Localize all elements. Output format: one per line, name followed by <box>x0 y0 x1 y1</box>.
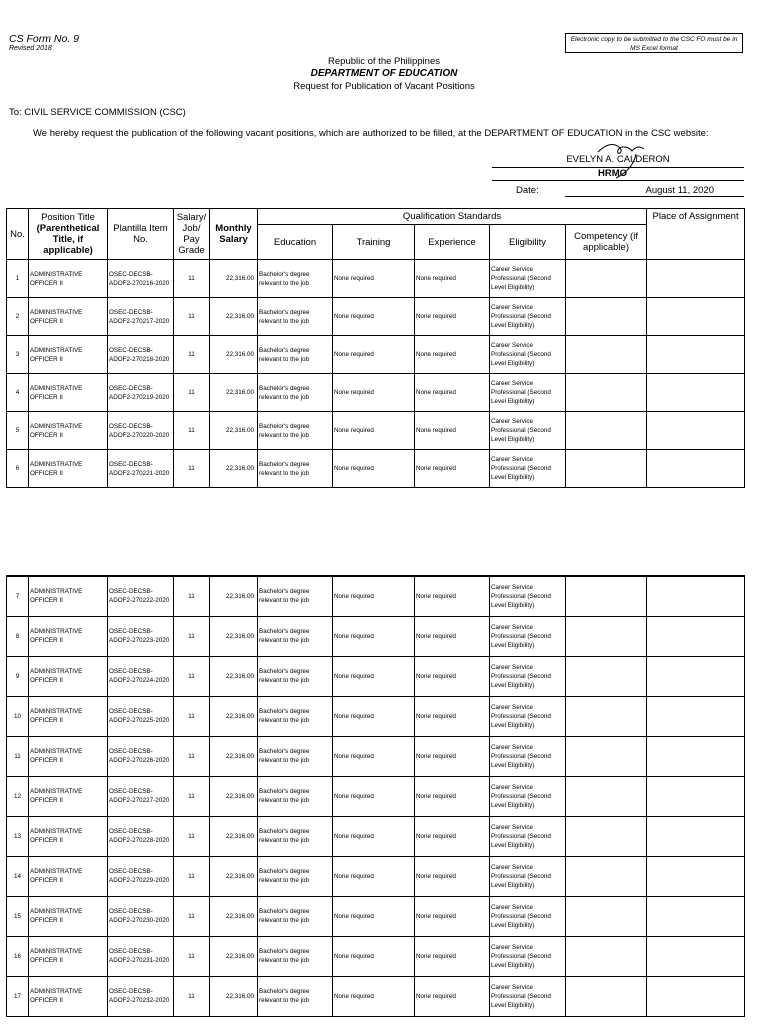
row-education: Bachelor's degree relevant to the job <box>258 576 333 616</box>
row-number: 5 <box>7 412 29 450</box>
row-number: 7 <box>7 576 29 616</box>
table-row <box>7 656 745 696</box>
row-competency <box>566 298 647 336</box>
row-experience: None required <box>415 656 490 696</box>
row-eligibility: Career Service Professional (Second Level Eligibility) <box>490 374 566 412</box>
row-experience: None required <box>415 576 490 616</box>
row-competency <box>566 696 647 736</box>
row-competency <box>566 776 647 816</box>
row-position-title: ADMINISTRATIVE OFFICER II <box>29 936 108 976</box>
row-place-of-assignment <box>647 412 745 450</box>
row-monthly-salary: 22,316.00 <box>210 736 258 776</box>
row-eligibility: Career Service Professional (Second Level Eligibility) <box>490 260 566 298</box>
row-position-title: ADMINISTRATIVE OFFICER II <box>29 450 108 488</box>
row-experience: None required <box>415 736 490 776</box>
header-education: Education <box>258 225 333 260</box>
row-place-of-assignment <box>647 576 745 616</box>
row-number: 2 <box>7 298 29 336</box>
row-eligibility: Career Service Professional (Second Level Eligibility) <box>490 976 566 1016</box>
header-no: No. <box>7 209 29 260</box>
row-plantilla-item: OSEC-DECSB-ADOF2-270228-2020 <box>108 816 174 856</box>
row-eligibility: Career Service Professional (Second Level Eligibility) <box>490 616 566 656</box>
signatory-title: HRMO <box>598 168 628 179</box>
table-row <box>7 696 745 736</box>
row-education: Bachelor's degree relevant to the job <box>258 816 333 856</box>
row-monthly-salary: 22,316.00 <box>210 260 258 298</box>
table-row <box>7 412 745 450</box>
form-number: CS Form No. 9 <box>9 33 80 45</box>
row-place-of-assignment <box>647 856 745 896</box>
row-experience: None required <box>415 298 490 336</box>
row-monthly-salary: 22,316.00 <box>210 696 258 736</box>
table-row <box>7 576 745 616</box>
row-monthly-salary: 22,316.00 <box>210 450 258 488</box>
row-experience: None required <box>415 776 490 816</box>
header-monthly-salary: Monthly Salary <box>210 209 258 260</box>
row-competency <box>566 576 647 616</box>
row-plantilla-item: OSEC-DECSB-ADOF2-270229-2020 <box>108 856 174 896</box>
row-place-of-assignment <box>647 696 745 736</box>
row-position-title: ADMINISTRATIVE OFFICER II <box>29 976 108 1016</box>
row-salary-grade: 11 <box>174 856 210 896</box>
row-salary-grade: 11 <box>174 374 210 412</box>
row-education: Bachelor's degree relevant to the job <box>258 976 333 1016</box>
row-place-of-assignment <box>647 450 745 488</box>
row-competency <box>566 412 647 450</box>
row-number: 1 <box>7 260 29 298</box>
table-row <box>7 336 745 374</box>
row-training: None required <box>333 298 415 336</box>
row-position-title: ADMINISTRATIVE OFFICER II <box>29 816 108 856</box>
row-competency <box>566 856 647 896</box>
row-eligibility: Career Service Professional (Second Level Eligibility) <box>490 856 566 896</box>
row-salary-grade: 11 <box>174 260 210 298</box>
row-eligibility: Career Service Professional (Second Level Eligibility) <box>490 336 566 374</box>
row-experience: None required <box>415 336 490 374</box>
row-training: None required <box>333 336 415 374</box>
header-plantilla: Plantilla Item No. <box>108 209 174 260</box>
row-eligibility: Career Service Professional (Second Level Eligibility) <box>490 298 566 336</box>
row-position-title: ADMINISTRATIVE OFFICER II <box>29 896 108 936</box>
row-salary-grade: 11 <box>174 576 210 616</box>
row-position-title: ADMINISTRATIVE OFFICER II <box>29 696 108 736</box>
row-education: Bachelor's degree relevant to the job <box>258 616 333 656</box>
row-education: Bachelor's degree relevant to the job <box>258 736 333 776</box>
table-row <box>7 856 745 896</box>
row-salary-grade: 11 <box>174 656 210 696</box>
row-place-of-assignment <box>647 976 745 1016</box>
row-training: None required <box>333 936 415 976</box>
row-education: Bachelor's degree relevant to the job <box>258 936 333 976</box>
header-competency: Competency (if applicable) <box>566 225 647 260</box>
row-monthly-salary: 22,316.00 <box>210 336 258 374</box>
form-revision: Revised 2018 <box>9 45 52 52</box>
row-plantilla-item: OSEC-DECSB-ADOF2-270224-2020 <box>108 656 174 696</box>
row-education: Bachelor's degree relevant to the job <box>258 260 333 298</box>
row-competency <box>566 896 647 936</box>
date-value: August 11, 2020 <box>565 185 744 197</box>
row-salary-grade: 11 <box>174 412 210 450</box>
row-number: 11 <box>7 736 29 776</box>
row-eligibility: Career Service Professional (Second Level Eligibility) <box>490 816 566 856</box>
row-eligibility: Career Service Professional (Second Level Eligibility) <box>490 936 566 976</box>
republic-heading: Republic of the Philippines <box>328 56 440 67</box>
row-monthly-salary: 22,316.00 <box>210 298 258 336</box>
row-eligibility: Career Service Professional (Second Level Eligibility) <box>490 696 566 736</box>
row-competency <box>566 736 647 776</box>
signatory-name: EVELYN A. CALDERON <box>492 154 744 168</box>
row-position-title: ADMINISTRATIVE OFFICER II <box>29 336 108 374</box>
row-plantilla-item: OSEC-DECSB-ADOF2-270220-2020 <box>108 412 174 450</box>
row-plantilla-item: OSEC-DECSB-ADOF2-270217-2020 <box>108 298 174 336</box>
row-training: None required <box>333 976 415 1016</box>
row-monthly-salary: 22,316.00 <box>210 816 258 856</box>
row-experience: None required <box>415 816 490 856</box>
row-training: None required <box>333 816 415 856</box>
row-monthly-salary: 22,316.00 <box>210 976 258 1016</box>
table-row <box>7 736 745 776</box>
row-number: 15 <box>7 896 29 936</box>
row-place-of-assignment <box>647 896 745 936</box>
row-eligibility: Career Service Professional (Second Level Eligibility) <box>490 776 566 816</box>
row-competency <box>566 616 647 656</box>
row-position-title: ADMINISTRATIVE OFFICER II <box>29 576 108 616</box>
row-eligibility: Career Service Professional (Second Level Eligibility) <box>490 736 566 776</box>
row-place-of-assignment <box>647 816 745 856</box>
row-plantilla-item: OSEC-DECSB-ADOF2-270219-2020 <box>108 374 174 412</box>
row-place-of-assignment <box>647 260 745 298</box>
row-salary-grade: 11 <box>174 450 210 488</box>
row-place-of-assignment <box>647 374 745 412</box>
row-monthly-salary: 22,316.00 <box>210 776 258 816</box>
signature-divider <box>492 180 744 181</box>
row-competency <box>566 976 647 1016</box>
row-plantilla-item: OSEC-DECSB-ADOF2-270218-2020 <box>108 336 174 374</box>
row-monthly-salary: 22,316.00 <box>210 656 258 696</box>
row-number: 4 <box>7 374 29 412</box>
row-salary-grade: 11 <box>174 696 210 736</box>
row-number: 14 <box>7 856 29 896</box>
header-experience: Experience <box>415 225 490 260</box>
row-training: None required <box>333 576 415 616</box>
row-competency <box>566 936 647 976</box>
row-competency <box>566 450 647 488</box>
table-row <box>7 976 745 1016</box>
table-row <box>7 260 745 298</box>
row-salary-grade: 11 <box>174 336 210 374</box>
row-competency <box>566 816 647 856</box>
header-training: Training <box>333 225 415 260</box>
row-place-of-assignment <box>647 298 745 336</box>
row-training: None required <box>333 776 415 816</box>
row-education: Bachelor's degree relevant to the job <box>258 450 333 488</box>
row-place-of-assignment <box>647 336 745 374</box>
row-experience: None required <box>415 896 490 936</box>
vacancy-table-page-2 <box>6 575 745 1017</box>
table-row <box>7 298 745 336</box>
row-eligibility: Career Service Professional (Second Level Eligibility) <box>490 450 566 488</box>
row-plantilla-item: OSEC-DECSB-ADOF2-270225-2020 <box>108 696 174 736</box>
row-salary-grade: 11 <box>174 816 210 856</box>
row-plantilla-item: OSEC-DECSB-ADOF2-270222-2020 <box>108 576 174 616</box>
row-education: Bachelor's degree relevant to the job <box>258 696 333 736</box>
row-experience: None required <box>415 936 490 976</box>
row-number: 12 <box>7 776 29 816</box>
row-salary-grade: 11 <box>174 776 210 816</box>
request-heading: Request for Publication of Vacant Positions <box>293 81 475 92</box>
row-place-of-assignment <box>647 936 745 976</box>
submission-note: Electronic copy to be submitted to the CSC FO must be in MS Excel format <box>565 33 743 53</box>
row-position-title: ADMINISTRATIVE OFFICER II <box>29 374 108 412</box>
row-training: None required <box>333 656 415 696</box>
row-education: Bachelor's degree relevant to the job <box>258 298 333 336</box>
row-number: 6 <box>7 450 29 488</box>
addressee-line: To: CIVIL SERVICE COMMISSION (CSC) <box>9 107 186 118</box>
row-monthly-salary: 22,316.00 <box>210 576 258 616</box>
row-education: Bachelor's degree relevant to the job <box>258 412 333 450</box>
table-row <box>7 816 745 856</box>
table-row <box>7 896 745 936</box>
row-training: None required <box>333 616 415 656</box>
header-position-title <box>29 209 108 260</box>
row-position-title: ADMINISTRATIVE OFFICER II <box>29 776 108 816</box>
row-experience: None required <box>415 856 490 896</box>
row-monthly-salary: 22,316.00 <box>210 412 258 450</box>
row-plantilla-item: OSEC-DECSB-ADOF2-270223-2020 <box>108 616 174 656</box>
row-training: None required <box>333 412 415 450</box>
row-monthly-salary: 22,316.00 <box>210 616 258 656</box>
row-education: Bachelor's degree relevant to the job <box>258 656 333 696</box>
row-eligibility: Career Service Professional (Second Level Eligibility) <box>490 656 566 696</box>
row-plantilla-item: OSEC-DECSB-ADOF2-270232-2020 <box>108 976 174 1016</box>
row-position-title: ADMINISTRATIVE OFFICER II <box>29 856 108 896</box>
header-position-title-main: Position Title <box>41 212 95 223</box>
row-experience: None required <box>415 374 490 412</box>
row-training: None required <box>333 736 415 776</box>
row-number: 16 <box>7 936 29 976</box>
row-monthly-salary: 22,316.00 <box>210 896 258 936</box>
row-plantilla-item: OSEC-DECSB-ADOF2-270226-2020 <box>108 736 174 776</box>
row-experience: None required <box>415 450 490 488</box>
row-salary-grade: 11 <box>174 936 210 976</box>
header-salary-grade: Salary/ Job/ Pay Grade <box>174 209 210 260</box>
row-experience: None required <box>415 976 490 1016</box>
row-eligibility: Career Service Professional (Second Level Eligibility) <box>490 576 566 616</box>
row-eligibility: Career Service Professional (Second Level Eligibility) <box>490 896 566 936</box>
row-training: None required <box>333 896 415 936</box>
row-number: 17 <box>7 976 29 1016</box>
row-number: 13 <box>7 816 29 856</box>
row-monthly-salary: 22,316.00 <box>210 374 258 412</box>
request-paragraph: We hereby request the publication of the following vacant positions, which are authorized to be filled, at the DEPARTMENT OF EDUCATION in the CSC website: <box>33 128 709 139</box>
row-number: 3 <box>7 336 29 374</box>
row-training: None required <box>333 260 415 298</box>
table-row <box>7 450 745 488</box>
row-education: Bachelor's degree relevant to the job <box>258 856 333 896</box>
row-place-of-assignment <box>647 656 745 696</box>
row-training: None required <box>333 374 415 412</box>
row-plantilla-item: OSEC-DECSB-ADOF2-270216-2020 <box>108 260 174 298</box>
header-qualification-standards: Qualification Standards <box>258 209 647 225</box>
row-experience: None required <box>415 412 490 450</box>
row-position-title: ADMINISTRATIVE OFFICER II <box>29 656 108 696</box>
table-row <box>7 616 745 656</box>
row-position-title: ADMINISTRATIVE OFFICER II <box>29 412 108 450</box>
row-training: None required <box>333 856 415 896</box>
row-position-title: ADMINISTRATIVE OFFICER II <box>29 736 108 776</box>
row-experience: None required <box>415 616 490 656</box>
row-salary-grade: 11 <box>174 736 210 776</box>
row-salary-grade: 11 <box>174 616 210 656</box>
row-place-of-assignment <box>647 616 745 656</box>
table-row <box>7 936 745 976</box>
row-monthly-salary: 22,316.00 <box>210 856 258 896</box>
row-experience: None required <box>415 696 490 736</box>
row-number: 9 <box>7 656 29 696</box>
row-position-title: ADMINISTRATIVE OFFICER II <box>29 298 108 336</box>
row-education: Bachelor's degree relevant to the job <box>258 776 333 816</box>
vacancy-table-page-1 <box>6 208 745 488</box>
row-competency <box>566 374 647 412</box>
row-place-of-assignment <box>647 776 745 816</box>
row-education: Bachelor's degree relevant to the job <box>258 896 333 936</box>
row-position-title: ADMINISTRATIVE OFFICER II <box>29 260 108 298</box>
row-eligibility: Career Service Professional (Second Level Eligibility) <box>490 412 566 450</box>
header-eligibility: Eligibility <box>490 225 566 260</box>
row-training: None required <box>333 696 415 736</box>
header-place: Place of Assignment <box>647 209 745 260</box>
row-salary-grade: 11 <box>174 298 210 336</box>
department-heading: DEPARTMENT OF EDUCATION <box>310 68 458 79</box>
header-position-title-sub: (Parenthetical Title, if applicable) <box>36 223 100 256</box>
date-label: Date: <box>516 185 539 196</box>
row-salary-grade: 11 <box>174 896 210 936</box>
row-monthly-salary: 22,316.00 <box>210 936 258 976</box>
row-competency <box>566 336 647 374</box>
table-row <box>7 776 745 816</box>
row-plantilla-item: OSEC-DECSB-ADOF2-270227-2020 <box>108 776 174 816</box>
row-plantilla-item: OSEC-DECSB-ADOF2-270230-2020 <box>108 896 174 936</box>
row-training: None required <box>333 450 415 488</box>
row-education: Bachelor's degree relevant to the job <box>258 374 333 412</box>
table-row <box>7 374 745 412</box>
row-competency <box>566 260 647 298</box>
row-plantilla-item: OSEC-DECSB-ADOF2-270231-2020 <box>108 936 174 976</box>
row-competency <box>566 656 647 696</box>
row-education: Bachelor's degree relevant to the job <box>258 336 333 374</box>
row-place-of-assignment <box>647 736 745 776</box>
row-plantilla-item: OSEC-DECSB-ADOF2-270221-2020 <box>108 450 174 488</box>
row-position-title: ADMINISTRATIVE OFFICER II <box>29 616 108 656</box>
row-number: 10 <box>7 696 29 736</box>
row-number: 8 <box>7 616 29 656</box>
row-salary-grade: 11 <box>174 976 210 1016</box>
row-experience: None required <box>415 260 490 298</box>
